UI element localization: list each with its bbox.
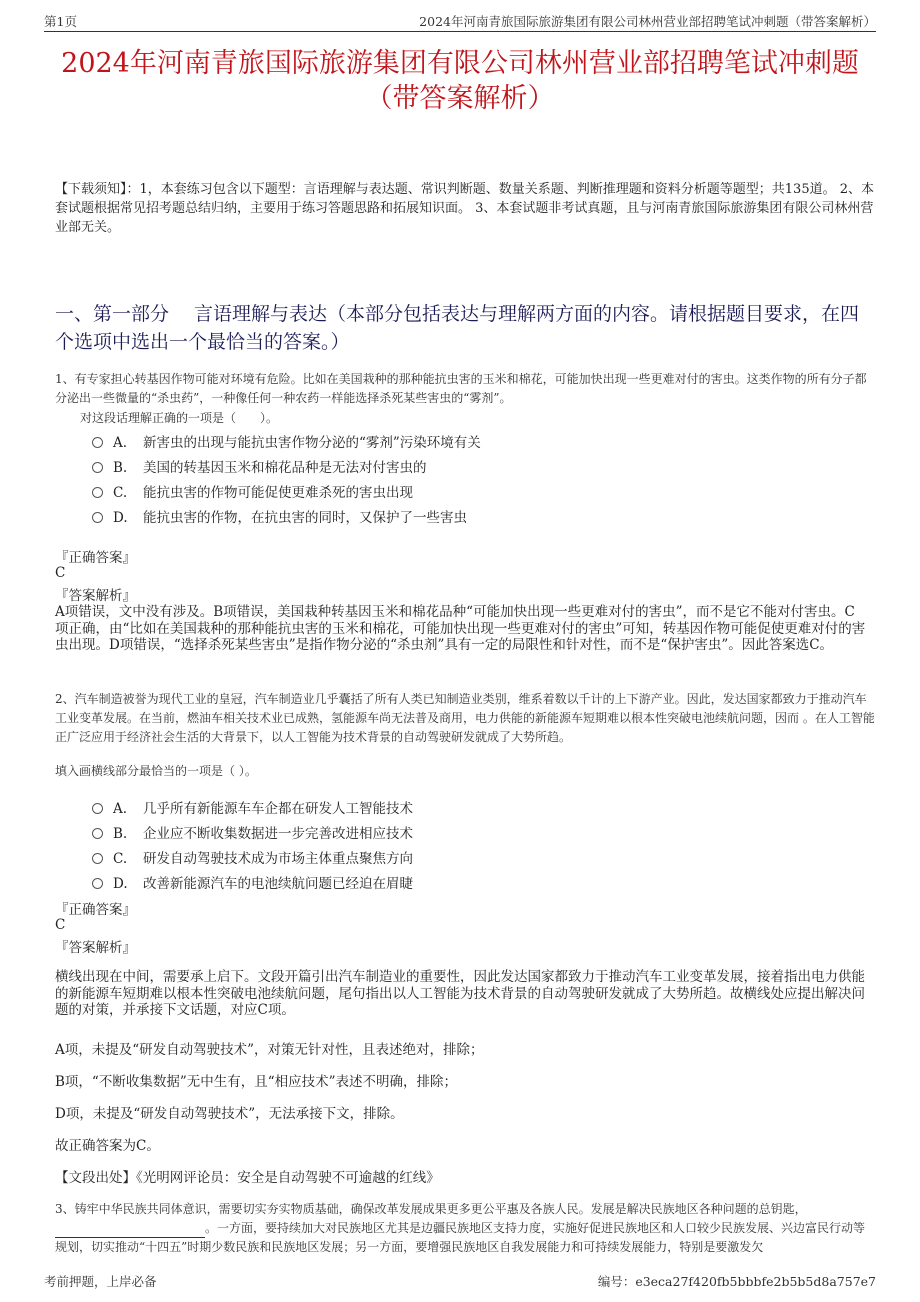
radio-icon[interactable] [92, 828, 103, 839]
q2-answer: C [55, 917, 66, 933]
download-notice: 【下载须知】：1，本套练习包含以下题型：言语理解与表达题、常识判断题、数量关系题、判断推理题和资料分析题等题型；共135道。 2、本套试题根据常见招考题总结归纳，主要用于练习答题思路和拓展知识面。 3、本套试题非考试真题，且与河南青旅国际旅游集团有限公司林州营业部无关。 [55, 182, 874, 235]
option-letter: C. [113, 851, 128, 867]
q1-analysis-label: 『答案解析』 [55, 588, 136, 604]
q2-conclusion: 故正确答案为C。 [55, 1138, 160, 1154]
option-text: 新害虫的出现与能抗虫害作物分泌的“雾剂”污染环境有关 [143, 435, 481, 451]
radio-icon[interactable] [92, 512, 103, 523]
q2-option-a[interactable] [92, 797, 413, 817]
q1-answer-label: 『正确答案』 [55, 550, 136, 566]
option-letter: D. [113, 510, 128, 526]
section-heading: 一、第一部分 言语理解与表达（本部分包括表达与理解两方面的内容。请根据题目要求，在四个选项中选出一个最恰当的答案。） [55, 303, 860, 353]
running-header-title: 2024年河南青旅国际旅游集团有限公司林州营业部招聘笔试冲刺题（带答案解析） [419, 14, 876, 29]
option-letter: A. [113, 435, 128, 451]
q2-source: 【文段出处】《光明网评论员：安全是自动驾驶不可逾越的红线》 [55, 1170, 440, 1186]
option-text: 美国的转基因玉米和棉花品种是无法对付害虫的 [143, 460, 427, 476]
option-text: 能抗虫害的作物可能促使更难杀死的害虫出现 [143, 485, 413, 501]
q1-option-c[interactable] [92, 481, 413, 501]
q2-stem: 2、汽车制造被誉为现代工业的皇冠，汽车制造业几乎囊括了所有人类已知制造业类别，维系着数以千计的上下游产业。因此，发达国家都致力于推动汽车工业变革发展。在当前，燃油车相关技术业已成熟，氢能源车尚无法普及商用，电力供能的新能源车短期难以根本性突破电池续航问题，因而 。在人工智能正广泛应用于经济社会生活的大背景下，以人工智能为技术背景的自动驾驶研发就成了大势所趋。 [55, 692, 875, 744]
q1-answer: C [55, 565, 66, 581]
footer-slogan: 考前押题，上岸必备 [44, 1274, 157, 1289]
radio-icon[interactable] [92, 487, 103, 498]
option-letter: B. [113, 826, 128, 842]
option-text: 研发自动驾驶技术成为市场主体重点聚焦方向 [143, 851, 413, 867]
q2-option-b[interactable] [92, 822, 413, 842]
radio-icon[interactable] [92, 853, 103, 864]
q2-note-d: D项，未提及“研发自动驾驶技术”，无法承接下文，排除。 [55, 1106, 404, 1122]
radio-icon[interactable] [92, 878, 103, 889]
q2-analysis-label: 『答案解析』 [55, 940, 136, 956]
q2-option-d[interactable] [92, 872, 413, 892]
q1-option-b[interactable] [92, 456, 427, 476]
option-text: 改善新能源汽车的电池续航问题已经迫在眉睫 [143, 876, 413, 892]
document-title: 2024年河南青旅国际旅游集团有限公司林州营业部招聘笔试冲刺题（带答案解析） [61, 48, 859, 114]
option-letter: D. [113, 876, 128, 892]
q1-option-d[interactable] [92, 506, 467, 526]
option-letter: A. [113, 801, 128, 817]
q1-stem: 1、有专家担心转基因作物可能对环境有危险。比如在美国栽种的那种能抗虫害的玉米和棉花，可能加快出现一些更难对付的害虫。这类作物的所有分子都分泌出一些微量的“杀虫药”，一种像任何一种农药一样能选择杀死某些害虫的“雾剂”。 [55, 372, 867, 405]
radio-icon[interactable] [92, 437, 103, 448]
q2-analysis: 横线出现在中间，需要承上启下。文段开篇引出汽车制造业的重要性，因此发达国家都致力于推动汽车工业变革发展，接着指出电力供能的新能源车短期难以根本性突破电池续航问题，尾句指出以人工智能为技术背景的自动驾驶研发就成了大势所趋。故横线处应提出解决问题的对策，并承接下文话题，对应C项。 [55, 969, 865, 1018]
q2-option-c[interactable] [92, 847, 413, 867]
q2-note-b: B项，“不断收集数据”无中生有，且“相应技术”表述不明确，排除； [55, 1074, 458, 1090]
q1-analysis: A项错误，文中没有涉及。B项错误，美国栽种转基因玉米和棉花品种“可能加快出现一些更难对付的害虫”，而不是它不能对付害虫。C项正确，由“比如在美国栽种的那种能抗虫害的玉米和棉花，可能加快出现一些更难对付的害虫”可知，转基因作物可能促使更难对付的害虫出现。D项错误，“选择杀死某些害虫”是指作物分泌的“杀虫剂”具有一定的局限性和针对性，而不是“保护害虫”。因此答案选C。 [55, 604, 866, 653]
q1-prompt: 对这段话理解正确的一项是（ ）。 [80, 411, 279, 425]
q2-note-a: A项，未提及“研发自动驾驶技术”，对策无针对性，且表述绝对，排除； [55, 1042, 484, 1058]
header-divider [44, 31, 876, 32]
page-number: 第1页 [44, 14, 77, 29]
option-text: 几乎所有新能源车车企都在研发人工智能技术 [143, 801, 413, 817]
q3-stem-start: 3、铸牢中华民族共同体意识，需要切实夯实物质基础，确保改革发展成果更多更公平惠及各族人民。发展是解决民族地区各种问题的总钥匙， [55, 1202, 807, 1216]
option-letter: B. [113, 460, 128, 476]
q3-stem [55, 1200, 875, 1257]
option-letter: C. [113, 485, 128, 501]
radio-icon[interactable] [92, 462, 103, 473]
q2-answer-label: 『正确答案』 [55, 902, 136, 918]
option-text: 企业应不断收集数据进一步完善改进相应技术 [143, 826, 413, 842]
option-text: 能抗虫害的作物，在抗虫害的同时，又保护了一些害虫 [143, 510, 467, 526]
footer-doc-id: 编号：e3eca27f420fb5bbbfe2b5b5d8a757e7 [597, 1274, 876, 1289]
q1-option-a[interactable] [92, 431, 481, 451]
radio-icon[interactable] [92, 803, 103, 814]
q2-prompt: 填入画横线部分最恰当的一项是（ ）。 [55, 764, 257, 778]
fill-blank[interactable] [55, 1225, 205, 1238]
q3-stem-rest: 。一方面，要持续加大对民族地区尤其是边疆民族地区支持力度，实施好促进民族地区和人口较少民族发展、兴边富民行动等规划，切实推动“十四五”时期少数民族和民族地区发展；另一方面，要增强民族地区自我发展能力和可持续发展能力，特别是要激发欠 [55, 1221, 866, 1254]
